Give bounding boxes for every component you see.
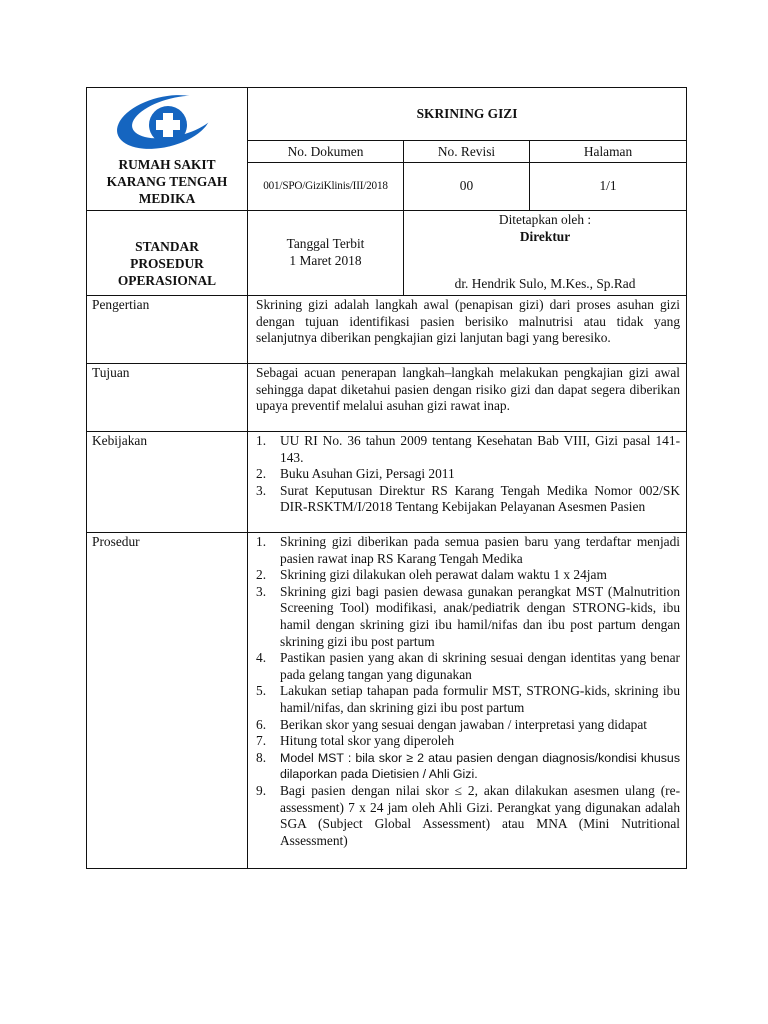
section-body-kebijakan: [248, 432, 687, 533]
hospital-cross-logo-icon: [112, 92, 222, 150]
doc-number-label: No. Dokumen: [248, 141, 404, 163]
sop-type-label: STANDAR PROSEDUR OPERASIONAL: [87, 211, 248, 296]
tujuan-text: Sebagai acuan penerapan langkah–langkah melakukan pengkajian gizi awal sehingga dapat diketahui pasien dengan risiko gizi dan dapat segera diberikan upaya preventif melalui asuhan gizi rawat inap.: [256, 365, 681, 414]
section-label-pengertian: Pengertian: [87, 296, 248, 364]
hospital-name: RUMAH SAKIT KARANG TENGAH MEDIKA: [106, 157, 228, 206]
kebijakan-list: [256, 433, 680, 516]
section-label-prosedur: Prosedur: [87, 533, 248, 869]
list-item: 8. Model MST : bila skor ≥ 2 atau pasien dengan diagnosis/kondisi khusus dilaporkan pada Dietisien / Ahli Gizi.: [256, 749, 681, 782]
document-title: SKRINING GIZI: [248, 88, 687, 141]
list-item: 1. Skrining gizi diberikan pada semua pasien baru yang terdaftar menjadi pasien rawat inap RS Karang Tengah Medika: [256, 534, 681, 566]
issue-date-label: Tanggal Terbit: [286, 236, 365, 252]
list-item: 2. Buku Asuhan Gizi, Persagi 2011: [256, 466, 455, 482]
pengertian-text: Skrining gizi adalah langkah awal (penapisan gizi) dari proses asuhan gizi dengan tujuan identifikasi pasien berisiko malnutrisi atau tidak yang selanjutnya diberikan pengkajian gizi lanjutan bagi yang beresiko.: [256, 297, 681, 346]
list-item: 3. Surat Keputusan Direktur RS Karang Tengah Medika Nomor 002/SK DIR-RSKTM/I/2018 Tentang Kebijakan Pelayanan Asesmen Pasien: [256, 482, 681, 515]
section-body-pengertian: [248, 296, 687, 364]
page-value: 1/1: [530, 163, 687, 211]
section-label-tujuan: Tujuan: [87, 364, 248, 432]
list-item: 5. Lakukan setiap tahapan pada formulir MST, STRONG-kids, skrining ibu hamil/nifas, dan skrining gizi ibu post partum: [256, 683, 681, 715]
issue-date-cell: [248, 211, 404, 296]
section-body-prosedur: [248, 533, 687, 869]
list-item: 4. Pastikan pasien yang akan di skrining sesuai dengan identitas yang benar pada gelang tangan yang digunakan: [256, 650, 681, 682]
hospital-logo: [87, 88, 247, 152]
list-item: 7. Hitung total skor yang diperoleh: [256, 733, 455, 749]
revision-value: 00: [404, 163, 530, 211]
approver-role: Direktur: [519, 228, 571, 244]
approver-name: dr. Hendrik Sulo, M.Kes., Sp.Rad: [454, 276, 636, 292]
revision-label: No. Revisi: [404, 141, 530, 163]
hospital-identity-cell: [87, 88, 248, 211]
section-label-kebijakan: Kebijakan: [87, 432, 248, 533]
sop-table: [86, 87, 687, 869]
list-item: 9. Bagi pasien dengan nilai skor ≤ 2, akan dilakukan asesmen ulang (re-assessment) 7 x 24 jam oleh Ahli Gizi. Perangkat yang digunakan adalah SGA (Subject Global Assessment) atau MNA (Mini Nutritional Assessment): [256, 782, 681, 848]
list-item: 3. Skrining gizi bagi pasien dewasa gunakan perangkat MST (Malnutrition Screening Tool) modifikasi, anak/pediatrik dengan STRONG-kids, ibu hamil dengan skrining gizi ibu hamil/nifas dan ibu post partum dengan skrining gizi ibu post partum: [256, 583, 681, 649]
page-label: Halaman: [530, 141, 687, 163]
approval-cell: [404, 211, 687, 296]
approved-by-label: Ditetapkan oleh :: [498, 212, 592, 227]
doc-number-value: 001/SPO/GiziKlinis/III/2018: [248, 163, 404, 211]
issue-date-value: 1 Maret 2018: [289, 253, 362, 268]
prosedur-list: [256, 534, 680, 849]
list-item: 6. Berikan skor yang sesuai dengan jawaban / interpretasi yang didapat: [256, 716, 648, 732]
list-item: 2. Skrining gizi dilakukan oleh perawat dalam waktu 1 x 24jam: [256, 567, 607, 583]
section-body-tujuan: [248, 364, 687, 432]
list-item: 1. UU RI No. 36 tahun 2009 tentang Kesehatan Bab VIII, Gizi pasal 141-143.: [256, 433, 681, 465]
